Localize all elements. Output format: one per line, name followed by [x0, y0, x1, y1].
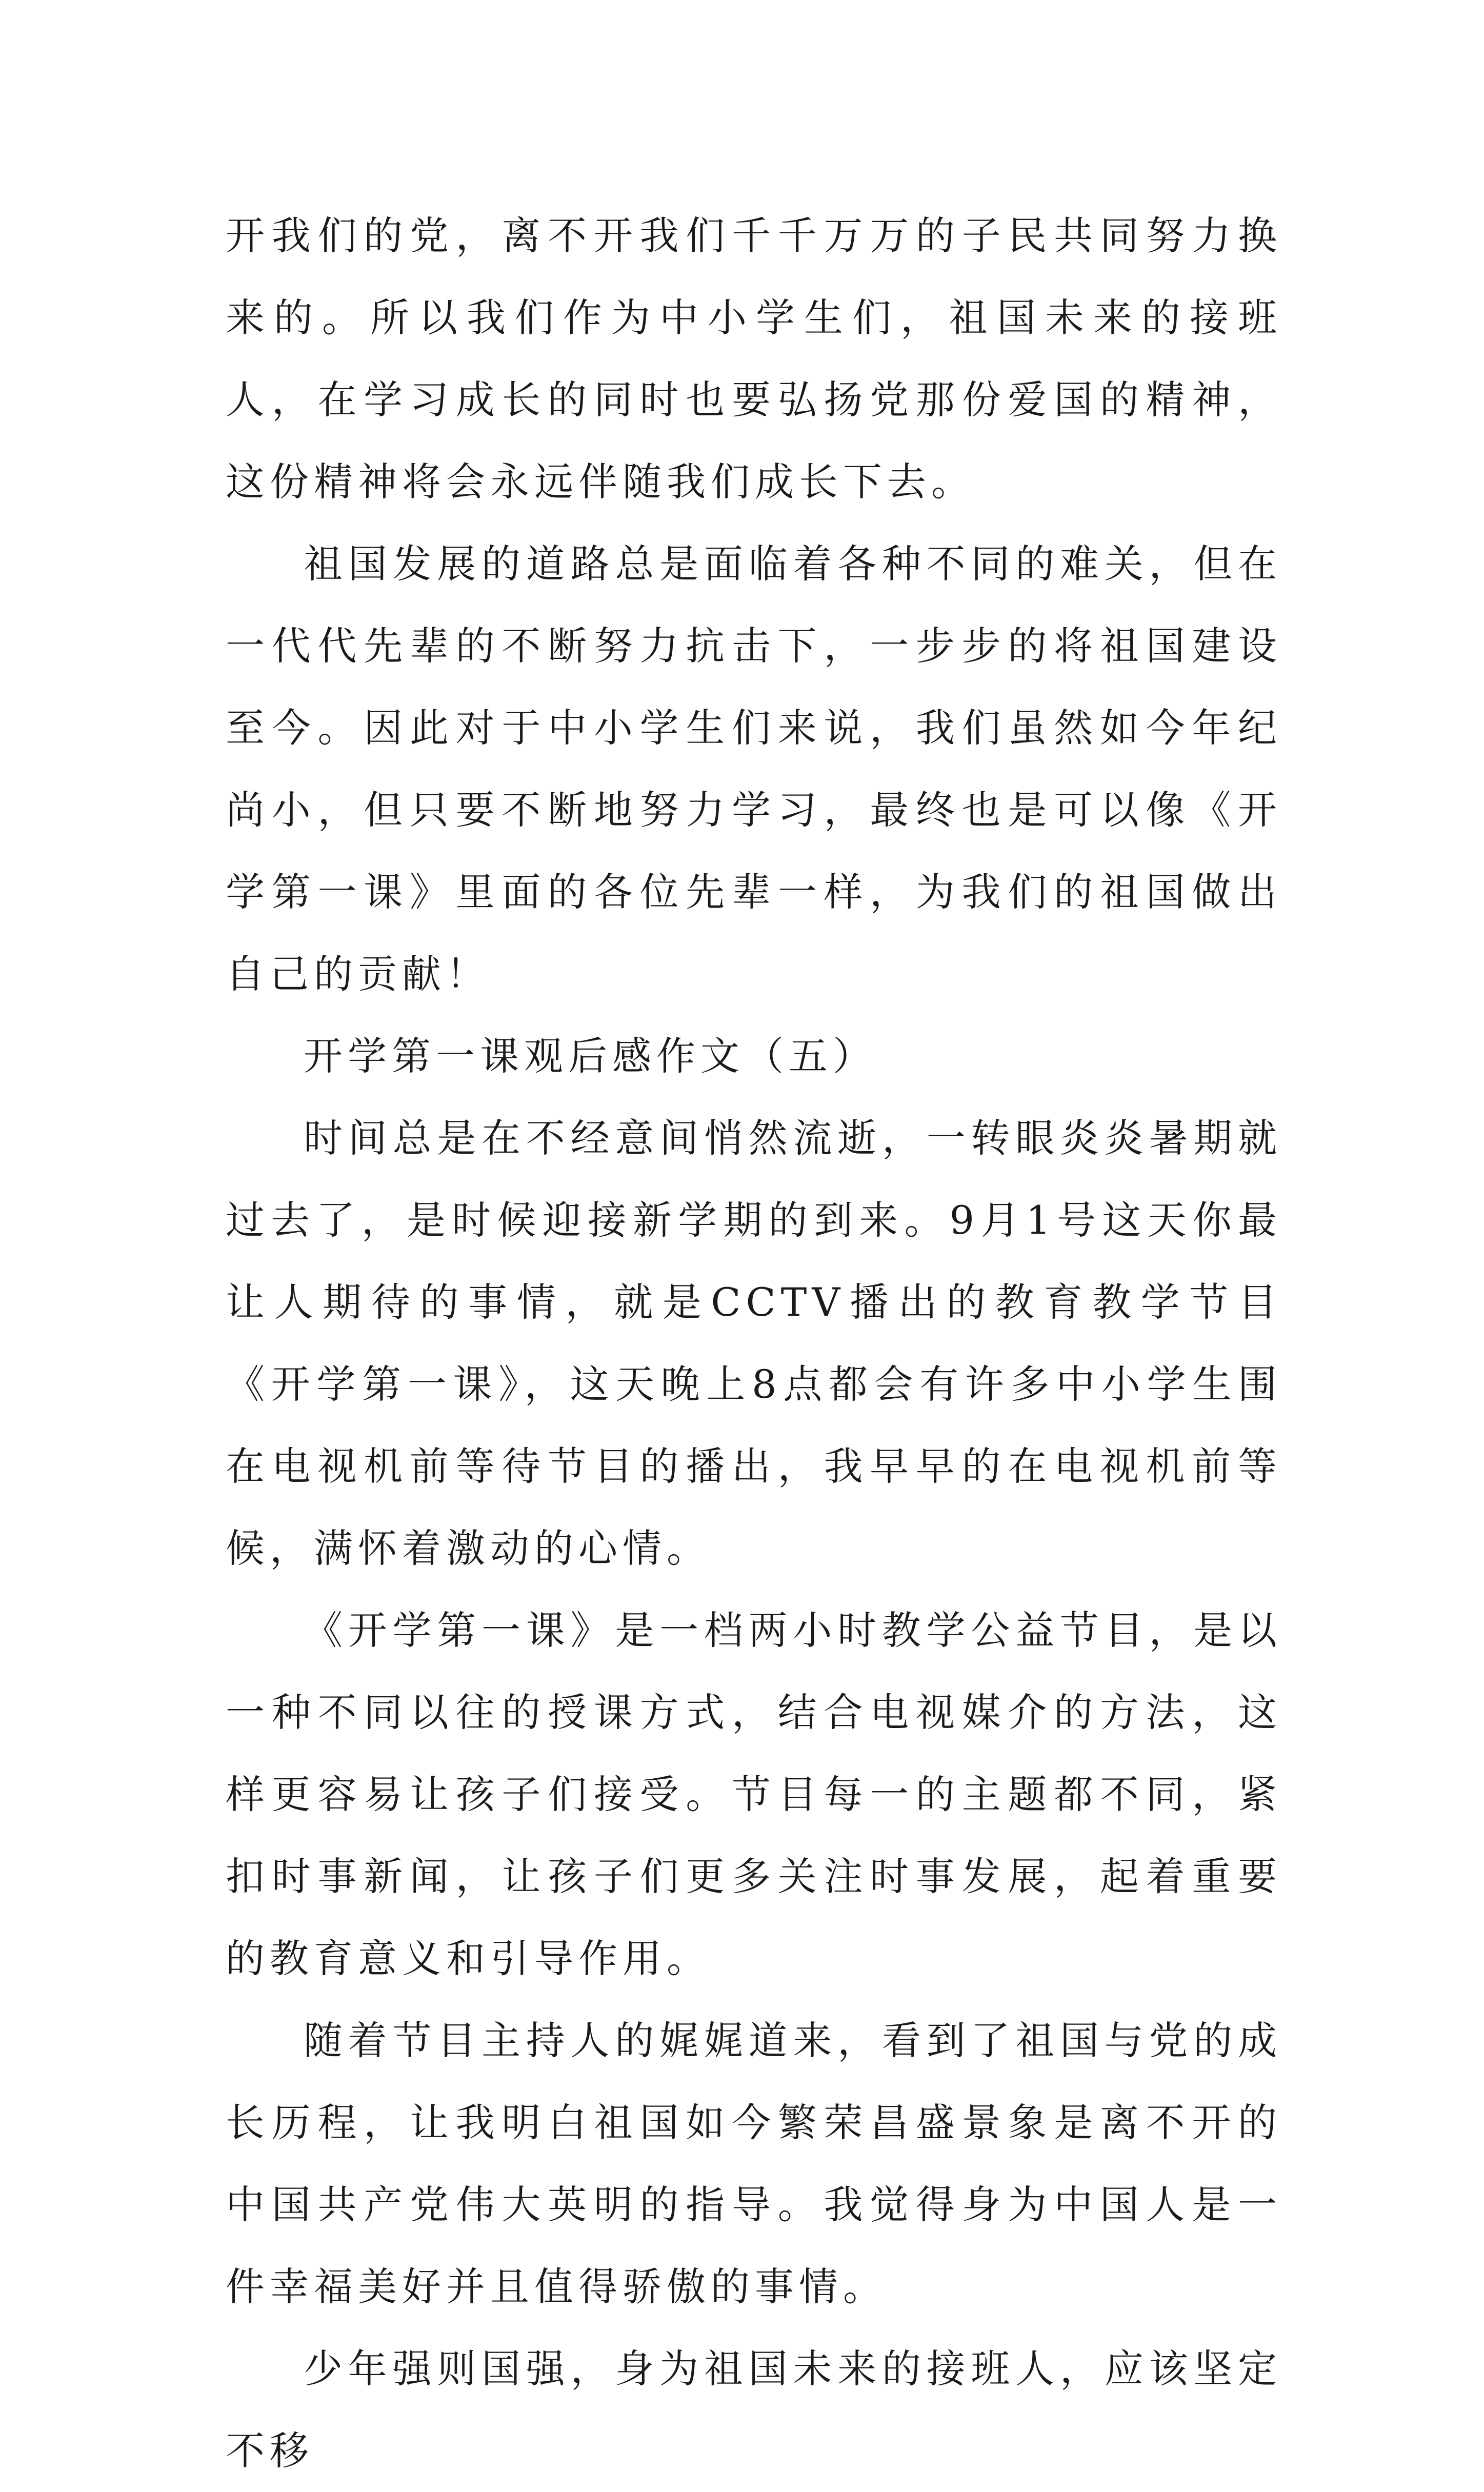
paragraph-2: 祖国发展的道路总是面临着各种不同的难关，但在一代代先辈的不断努力抗击下，一步步的将祖国建设至今。因此对于中小学生们来说，我们虽然如今年纪尚小，但只要不断地努力学习，最终也是可以像《开学第一课》里面的各位先辈一样，为我们的祖国做出自己的贡献！ — [226, 541, 1282, 997]
paragraph-3: 时间总是在不经意间悄然流逝，一转眼炎炎暑期就过去了，是时候迎接新学期的到来。9月1号这天你最让人期待的事情，就是CCTV播出的教育教学节目《开学第一课》，这天晚上8点都会有许多中小学生围在电视机前等待节目的播出，我早早的在电视机前等候，满怀着激动的心情。 — [226, 1115, 1282, 1571]
paragraph-6: 少年强则国强，身为祖国未来的接班人，应该坚定不移 — [226, 2346, 1282, 2474]
paragraph-1: 开我们的党，离不开我们千千万万的子民共同努力换来的。所以我们作为中小学生们，祖国未来的接班人，在学习成长的同时也要弘扬党那份爱国的精神，这份精神将会永远伴随我们成长下去。 — [226, 213, 1282, 505]
paragraph-4: 《开学第一课》是一档两小时教学公益节目，是以一种不同以往的授课方式，结合电视媒介的方法，这样更容易让孩子们接受。节目每一的主题都不同，紧扣时事新闻，让孩子们更多关注时事发展，起着重要的教育意义和引导作用。 — [226, 1607, 1282, 1981]
paragraph-5: 随着节目主持人的娓娓道来，看到了祖国与党的成长历程，让我明白祖国如今繁荣昌盛景象是离不开的中国共产党伟大英明的指导。我觉得身为中国人是一件幸福美好并且值得骄傲的事情。 — [226, 2018, 1282, 2309]
section-heading: 开学第一课观后感作文（五） — [304, 1033, 877, 1079]
document-body — [226, 195, 1282, 2492]
